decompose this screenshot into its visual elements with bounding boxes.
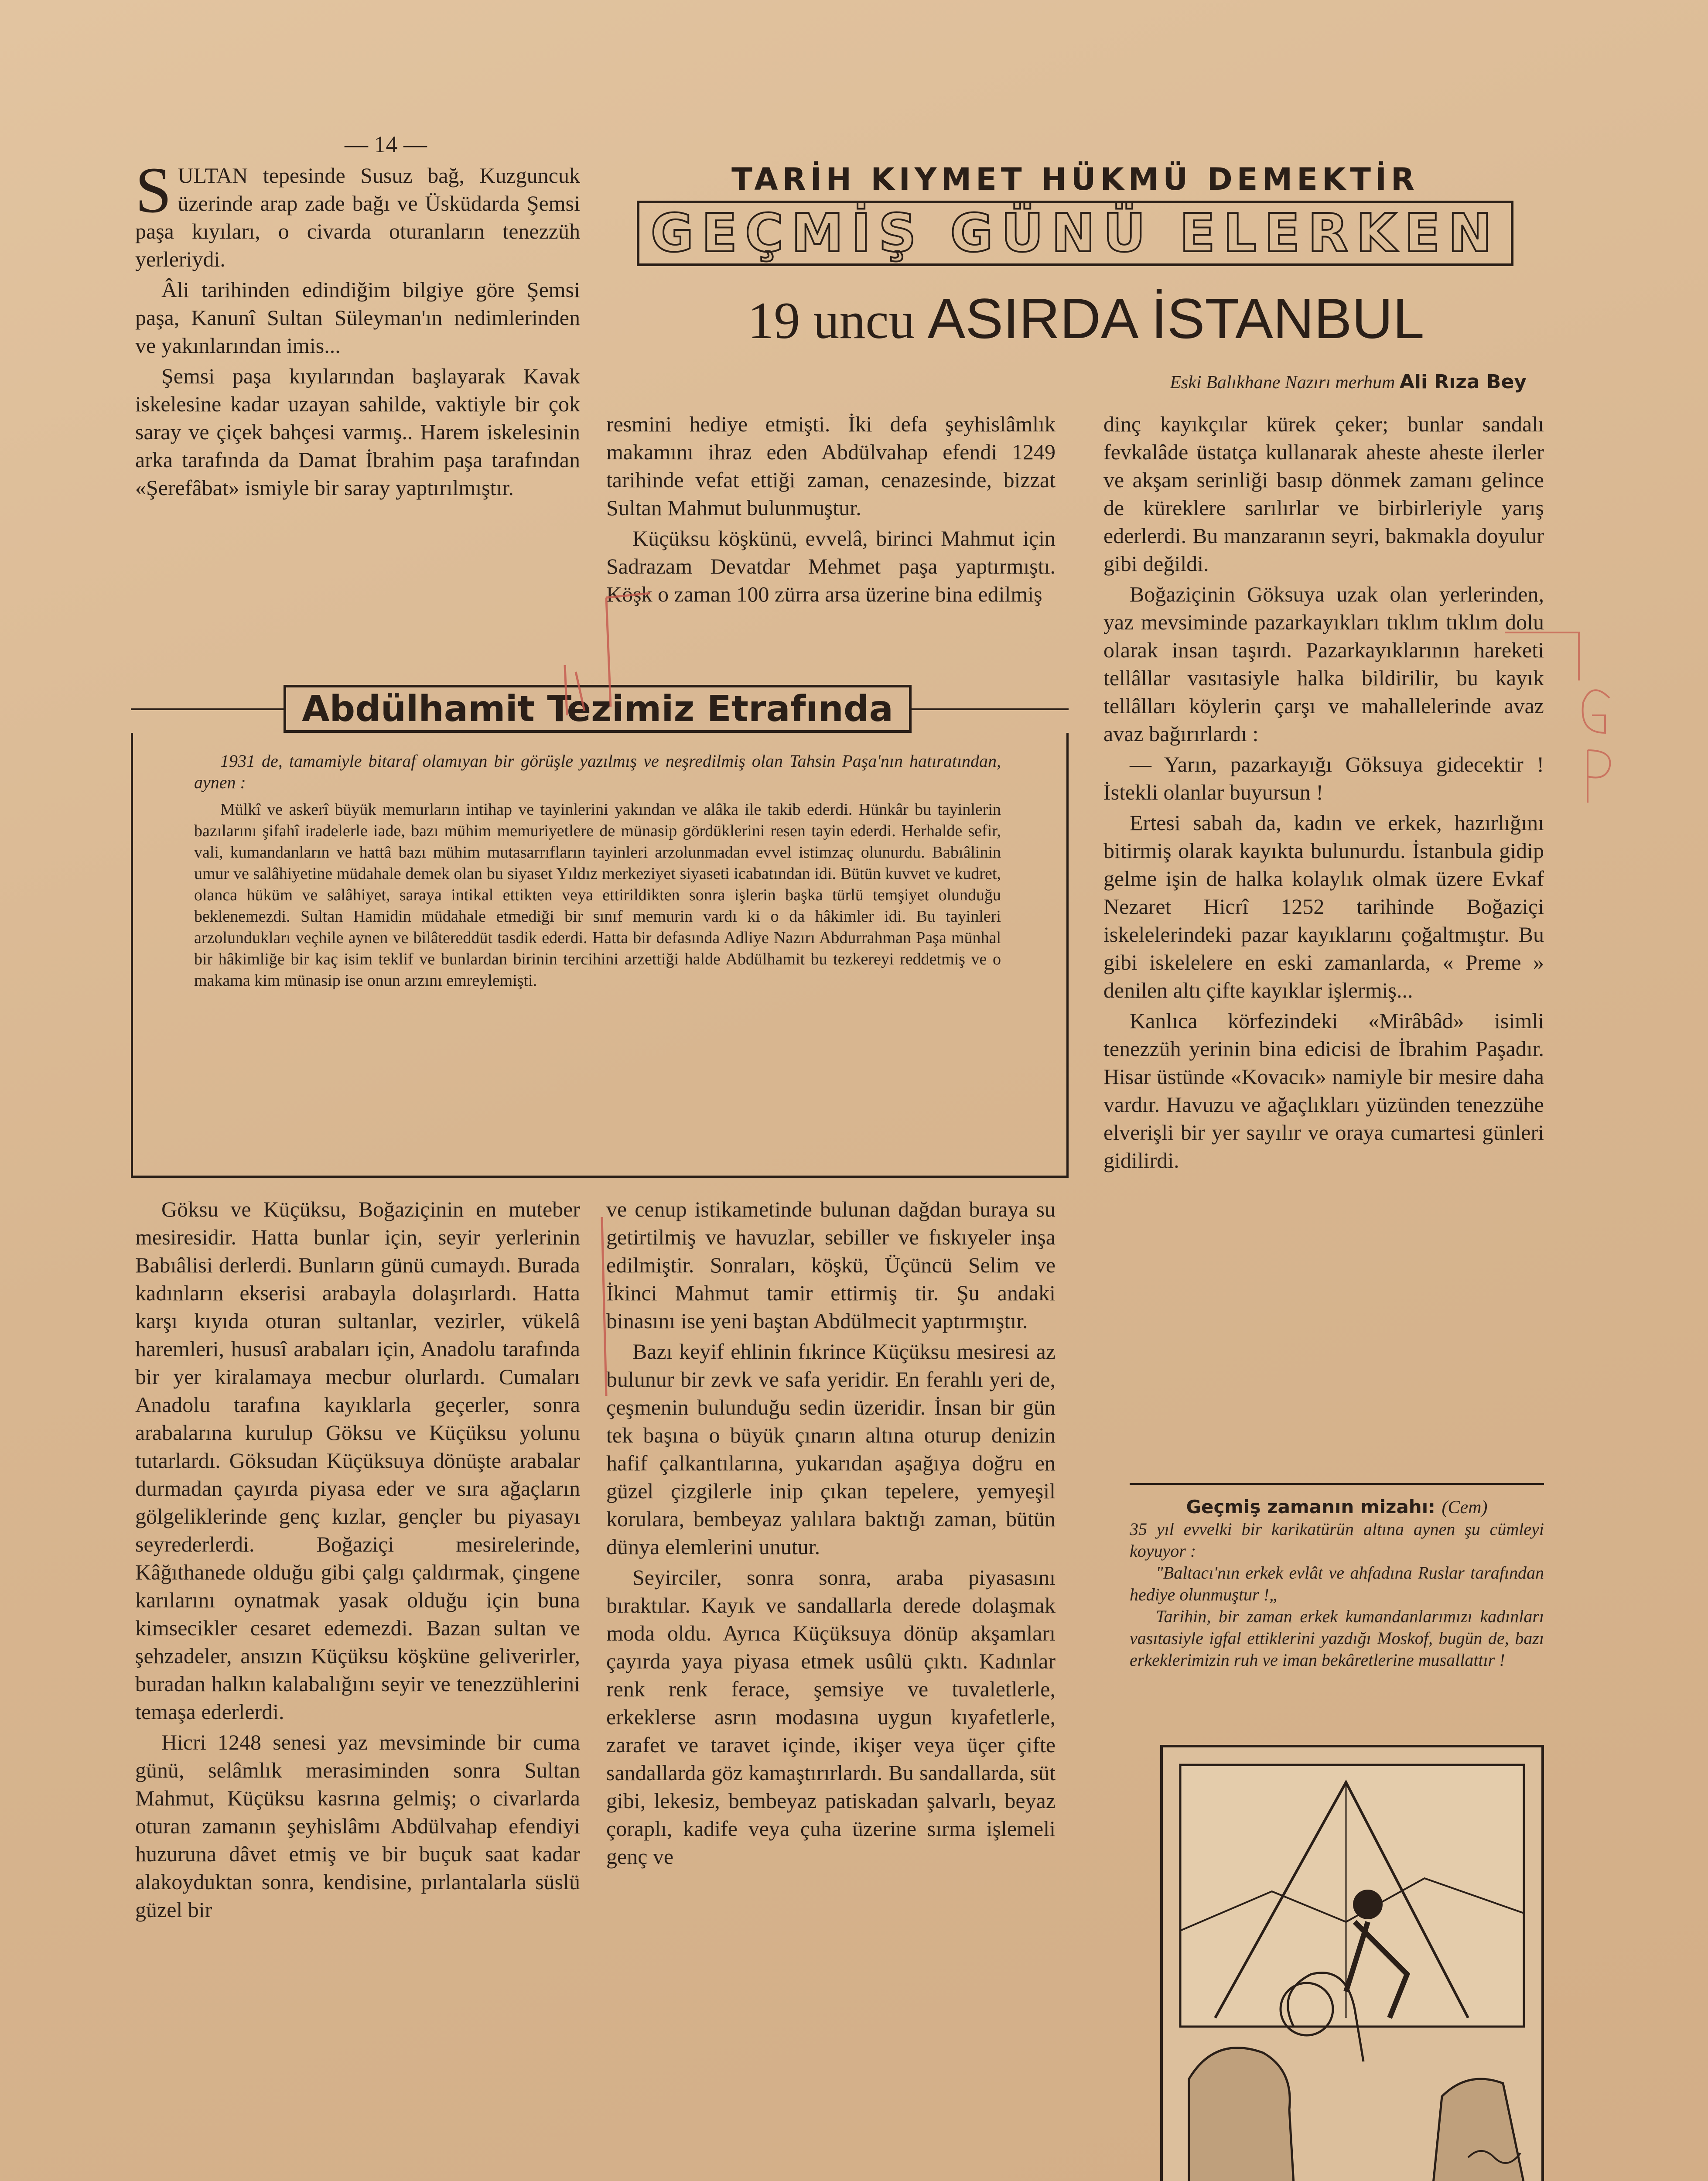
mid-top-p2: Küçüksu köşkünü, evvelâ, birinci Mahmut için Sadrazam Devatdar Mehmet paşa yaptırmıştı. Köşk o zaman 100 zürra arsa üzerine bina edilmiş <box>606 526 1056 606</box>
page-number-top: — 14 — <box>345 131 427 157</box>
right-column-top <box>1103 410 1544 1177</box>
box-intro: 1931 de, tamamiyle bitaraf olamıyan bir görüşle yazılmış ve neşredilmiş olan Tahsin Paşa'nın hatıratından, aynen : <box>194 751 1001 792</box>
box-title-row <box>131 685 1069 733</box>
humor-source: (Cem) <box>1442 1497 1488 1518</box>
mid-top-p1: resmini hediye etmişti. İki defa şeyhislâmlık makamını ihraz eden Abdülvahap efendi 1249 tarihinde vefat ettiği zaman, cenazesinde, bizzat Sultan Mahmut bulunmuştur. <box>606 412 1056 520</box>
boxed-article <box>131 733 1069 1178</box>
right-top-p1: dinç kayıkçılar kürek çeker; bunlar sandalı fevkalâde üstatça kullanarak aheste aheste ilerler ve akşam serinliği basıp dönmek zamanı gelince de küreklere sarılırlar ve birbirleriyle yarış ederlerdi. Bu manzaranın seyri, bakmakla doyulur gibi değildi. <box>1103 412 1544 576</box>
humor-section <box>1130 1496 1544 1671</box>
left-column-top <box>135 154 580 504</box>
byline-name: Ali Rıza Bey <box>1399 371 1527 393</box>
kicker-line: TARİH KIYMET HÜKMÜ DEMEKTİR <box>731 161 1419 197</box>
humor-title: Geçmiş zamanın mizahı: <box>1186 1496 1435 1518</box>
headline-pre: 19 uncu <box>748 291 915 349</box>
right-top-p4: Ertesi sabah da, kadın ve erkek, hazırlığını bitirmiş olarak kayıkta bulunurdu. İstanbula gidip gelme işin de halka kolaylık olmak üzere Evkaf Nezaret Hicrî 1252 tarihinde Boğaziçi iskelelerindeki pazar kayıklarını çoğaltmıştır. Bu gibi iskelelere en eski zamanlarda, « Preme » denilen altı çifte kayıklar işlermiş... <box>1103 810 1544 1002</box>
middle-column-top <box>606 410 1056 611</box>
byline <box>1003 371 1527 393</box>
mid-bottom-p2: Bazı keyif ehlinin fıkrince Küçüksu mesiresi az bulunur bir zevk ve safa yeridir. En ferahlı yeri de, çeşmenin bulunduğu sedin üzeridir. İnsan bir gün tek başına o büyük çınarın altına oturup denizin hafif çalkantılarına, yukarıdan aşağıya doğru en güzel çizgilerle inip çıkan tepelere, yemyeşil korulara, bembeyaz yalılara baktığı zaman, bütün dünya elemlerini unutur. <box>606 1339 1056 1559</box>
box-body: Mülkî ve askerî büyük memurların intihap ve tayinlerini yakından ve alâka ile takib ederdi. Hünkâr bu tayinlerin bazılarını şifahî iradelerle iade, bazı mühim memuriyetlere de münasip gördüklerini resen tayin ederdi. Herhalde sefir, vali, kumandanların ve hattâ bazı mühim mutasarrıfların tayinleri arzolunmadan evvel istimzaç olunurdu. Babıâlinin umur ve salâhiyetine müdahale demek olan bu siyaset Yıldız merkeziyet siyaseti icabatından idi. Bütün kuvvet ve kudret, olanca hüküm ve salâhiyet, saraya intikal ettikten veya ettirildikten sonra işlerin başka türlü temşiyet olunduğu beklenemezdi. Sultan Hamidin müdahale etmediği bir sınıf memurin vardı ki o da hâkimler idi. Bu tayinleri arzolundukları veçhile aynen ve bilâtereddüt tasdik ederdi. Hatta bir defasında Adliye Nazırı Abdurrahman Paşa münhal bir hâkimliğe bir kaç isim teklif ve bunlardan birinin tercihini arzettiği halde Abdülhamit bu tezkereyi reddetmiş ve o makama kim münasip ise onun arzını emreylemişti. <box>194 800 1001 990</box>
humor-comment: Tarihin, bir zaman erkek kumandanlarımızı kadınları vasıtasiyle igfal ettiklerini yazdığı Moskof, bugün de, bazı erkeklerimizin ruh ve iman bekâretlerine musallattır ! <box>1130 1607 1544 1670</box>
banner-text: GEÇMİŞ GÜNÜ ELERKEN <box>650 203 1500 264</box>
humor-title-line <box>1130 1496 1544 1518</box>
right-top-p3: — Yarın, pazarkayığı Göksuya gidecektir ! İstekli olanlar buyursun ! <box>1103 752 1544 804</box>
humor-intro: 35 yıl evvelki bir karikatürün altına aynen şu cümleyi koyuyor : <box>1130 1519 1544 1561</box>
mid-bottom-p1: ve cenup istikametinde bulunan dağdan buraya su getirtilmiş ve havuzlar, sebiller ve fıskıyeler inşa edilmiştir. Sonraları, köşkü, Üçüncü Selim ve İkinci Mahmut tamir ettirmiş tir. Şu andaki binasını ise yeni baştan Abdülmecit yaptırmıştır. <box>606 1197 1056 1333</box>
cartoon-illustration <box>1160 1745 1544 2181</box>
humor-divider <box>1130 1483 1544 1485</box>
left-column-bottom <box>135 1195 580 1926</box>
left-top-p2: Âli tarihinden edindiğim bilgiye göre Şemsi paşa, Kanunî Sultan Süleyman'ın nedimlerinden ve yakınlarından imis... <box>135 277 580 358</box>
byline-italic: Eski Balıkhane Nazırı merhum <box>1170 373 1395 393</box>
left-top-p1: SULTAN tepesinde Susuz bağ, Kuzguncuk üzerinde arap zade bağı ve Üsküdarda Şemsi paşa kıyıları, o civarda oturanların tenezzüh yerleriydi. <box>135 154 580 271</box>
right-top-p2: Boğaziçinin Göksuya uzak olan yerlerinden, yaz mevsiminde pazarkayıkları tıklım tıklım dolu olarak insan taşırdı. Pazarkayıklarının hareketi tellâllar vasıtasiyle halka bildirilir, bu kayık tellâlları köylerin çarşı ve mahallelerinde avaz avaz bağırırlardı : <box>1103 582 1544 746</box>
article-headline <box>672 284 1500 356</box>
left-top-p3: Şemsi paşa kıyılarından başlayarak Kavak iskelesine kadar uzayan sahilde, vaktiyle bir çok saray ve çiçek bahçesi varmış.. Harem iskelesinin arka tarafında da Damat İbrahim paşa tarafından «Şerefâbat» ismiyle bir saray yaptırılmıştır. <box>135 364 580 500</box>
left-bottom-p2: Hicri 1248 senesi yaz mevsiminde bir cuma günü, selâmlık merasiminden sonra Sultan Mahmut, Küçüksu kasrına gelmiş; o civarlarda oturan zamanın şeyhislâmı Abdülvahap efendiyi huzuruna dâvet etmiş ve bir buçuk saat kadar alakoyduktan sonra, kendisine, pırlantalarla süslü güzel bir <box>135 1730 580 1922</box>
middle-column-bottom <box>606 1195 1056 1873</box>
series-banner <box>637 201 1513 266</box>
left-bottom-p1: Göksu ve Küçüksu, Boğaziçinin en muteber mesiresidir. Hatta bunlar için, seyir yerlerinin Babıâlisi derlerdi. Bunların günü cumaydı. Burada kadınların ekserisi arabayla dolaşırlardı. Hatta karşı kıyıda oturan sultanlar, vezirler, vükelâ haremleri, hususî arabaları için, Anadolu tarafında bir yer kiralamaya mecbur olurlardı. Cumaları Anadolu tarafına kayıklarla geçerler, sonra arabalarına kurulup Göksu ve Küçüksu yolunu tutarlardı. Göksudan Küçüksuya dönüşte arabalar durmadan çayırda piyasa eder ve sıra ağaçların gölgeliklerinde genç kızlar, gençler bu piyasayı seyrederlerdi. Boğaziçi mesirelerinde, Kâğıthanede olduğu gibi çalgı çaldırmak, çingene karılarını oynatmak yasak olduğu için buna kimsecikler cesaret edemezdi. Bazan sultan ve şehzadeler, ansızın Küçüksu köşküne geliverirler, buradan halkın kalabalığını seyir ve tenezzühlerini temaşa ederlerdi. <box>135 1197 580 1724</box>
headline-main: ASIRDA İSTANBUL <box>927 287 1424 350</box>
humor-quote: "Baltacı'nın erkek evlât ve ahfadına Ruslar tarafından hediye olunmuştur !„ <box>1130 1563 1544 1604</box>
box-title: Abdülhamit Tezimiz Etrafında <box>284 685 912 733</box>
mid-bottom-p3: Seyirciler, sonra sonra, araba piyasasını bıraktılar. Kayık ve sandallarla derede dolaşmak moda oldu. Ayrıca Küçüksuya dönüp akşamları çayırda yaya piyasa etmek usûlü çıktı. Kadınlar renk renk ferace, şemsiye ve tuvaletlerle, erkeklerse asrın modasına uygun kıyafetlerle, zarafet ve taravet içinde, ikişer veya üçer çifte sandallarda göz kamaştırırlardı. Bu sandallarda, süt gibi, lekesiz, bembeyaz patiskadan şalvarlı, beyaz çoraplı, kadife veya çuha üzerine sırma işlemeli genç ve <box>606 1565 1056 1869</box>
cartoon-drawing <box>1163 1747 1541 2181</box>
drop-cap: S <box>135 154 172 226</box>
right-top-p5: Kanlıca körfezindeki «Mirâbâd» isimli tenezzüh yerinin bina edicisi de İbrahim Paşadır. Hisar üstünde «Kovacık» namiyle bir mesire daha vardır. Havuzu ve ağaçlıkları yüzünden tenezzühe elverişli bir yer sayılır ve oraya cumartesi günleri gidilirdi. <box>1103 1008 1544 1173</box>
